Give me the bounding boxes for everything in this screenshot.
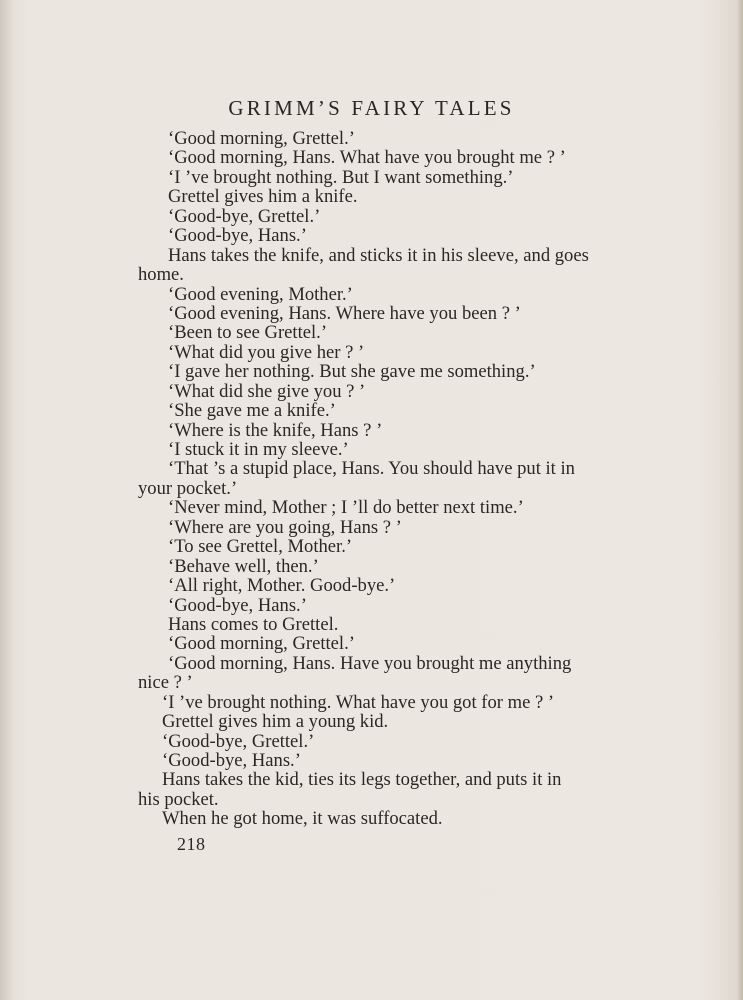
page-number: 218 [177,834,206,854]
text-line: ‘I stuck it in my sleeve.’ [168,439,349,460]
text-line: ‘Good evening, Mother.’ [168,283,353,305]
text-line: ‘Where is the knife, Hans ? ’ [168,419,383,441]
text-line: ‘Good morning, Grettel.’ [168,128,355,149]
text-line: ‘I ’ve brought nothing. But I want something.’ [168,166,514,188]
text-line: ‘Good evening, Hans. Where have you been ? ’ [168,302,521,324]
text-line: ‘I ’ve brought nothing. What have you got for me ? ’ [162,691,555,713]
text-line: ‘All right, Mother. Good-bye.’ [168,575,396,597]
text-line: ‘Good morning, Grettel.’ [168,633,355,655]
text-line: ‘Good-bye, Hans.’ [162,750,301,771]
text-line: ‘Where are you going, Hans ? ’ [168,516,402,538]
text-line: Grettel gives him a knife. [168,186,358,208]
text-line: ‘Never mind, Mother ; I ’ll do better next time.’ [168,497,524,519]
text-line: ‘Good-bye, Hans.’ [168,594,307,616]
text-line: his pocket. [138,788,219,810]
text-line: ‘I gave her nothing. But she gave me something.’ [168,361,536,383]
spine-shadow [0,0,14,1000]
text-line: ‘What did you give her ? ’ [168,341,365,363]
text-line: ‘Good-bye, Grettel.’ [162,730,315,752]
text-line: Hans takes the knife, and sticks it in his sleeve, and goes [168,244,589,266]
text-line: ‘Good morning, Hans. What have you brought me ? ’ [168,147,566,169]
text-line: ‘Good-bye, Hans.’ [168,225,307,247]
text-line: nice ? ’ [138,672,193,694]
text-line: ‘Been to see Grettel.’ [168,322,328,344]
text-line: ‘To see Grettel, Mother.’ [168,536,353,558]
running-head: GRIMM’S FAIRY TALES [228,96,515,120]
text-line: Hans takes the kid, ties its legs together, and puts it in [162,769,562,791]
text-line: home. [138,264,184,286]
text-line: ‘What did she give you ? ’ [168,380,366,402]
text-line: ‘That ’s a stupid place, Hans. You should have put it in [168,458,575,480]
text-line: ‘Good morning, Hans. Have you brought me anything [168,652,572,674]
text-line: your pocket.’ [138,477,238,499]
text-line: Grettel gives him a young kid. [162,711,389,733]
text-line: ‘She gave me a knife.’ [168,400,336,422]
text-line: When he got home, it was suffocated. [162,808,443,830]
page-edge [737,0,743,1000]
text-line: Hans comes to Grettel. [168,613,339,635]
body-text [138,129,638,829]
text-line: ‘Good-bye, Grettel.’ [168,205,321,227]
text-line: ‘Behave well, then.’ [168,555,319,577]
